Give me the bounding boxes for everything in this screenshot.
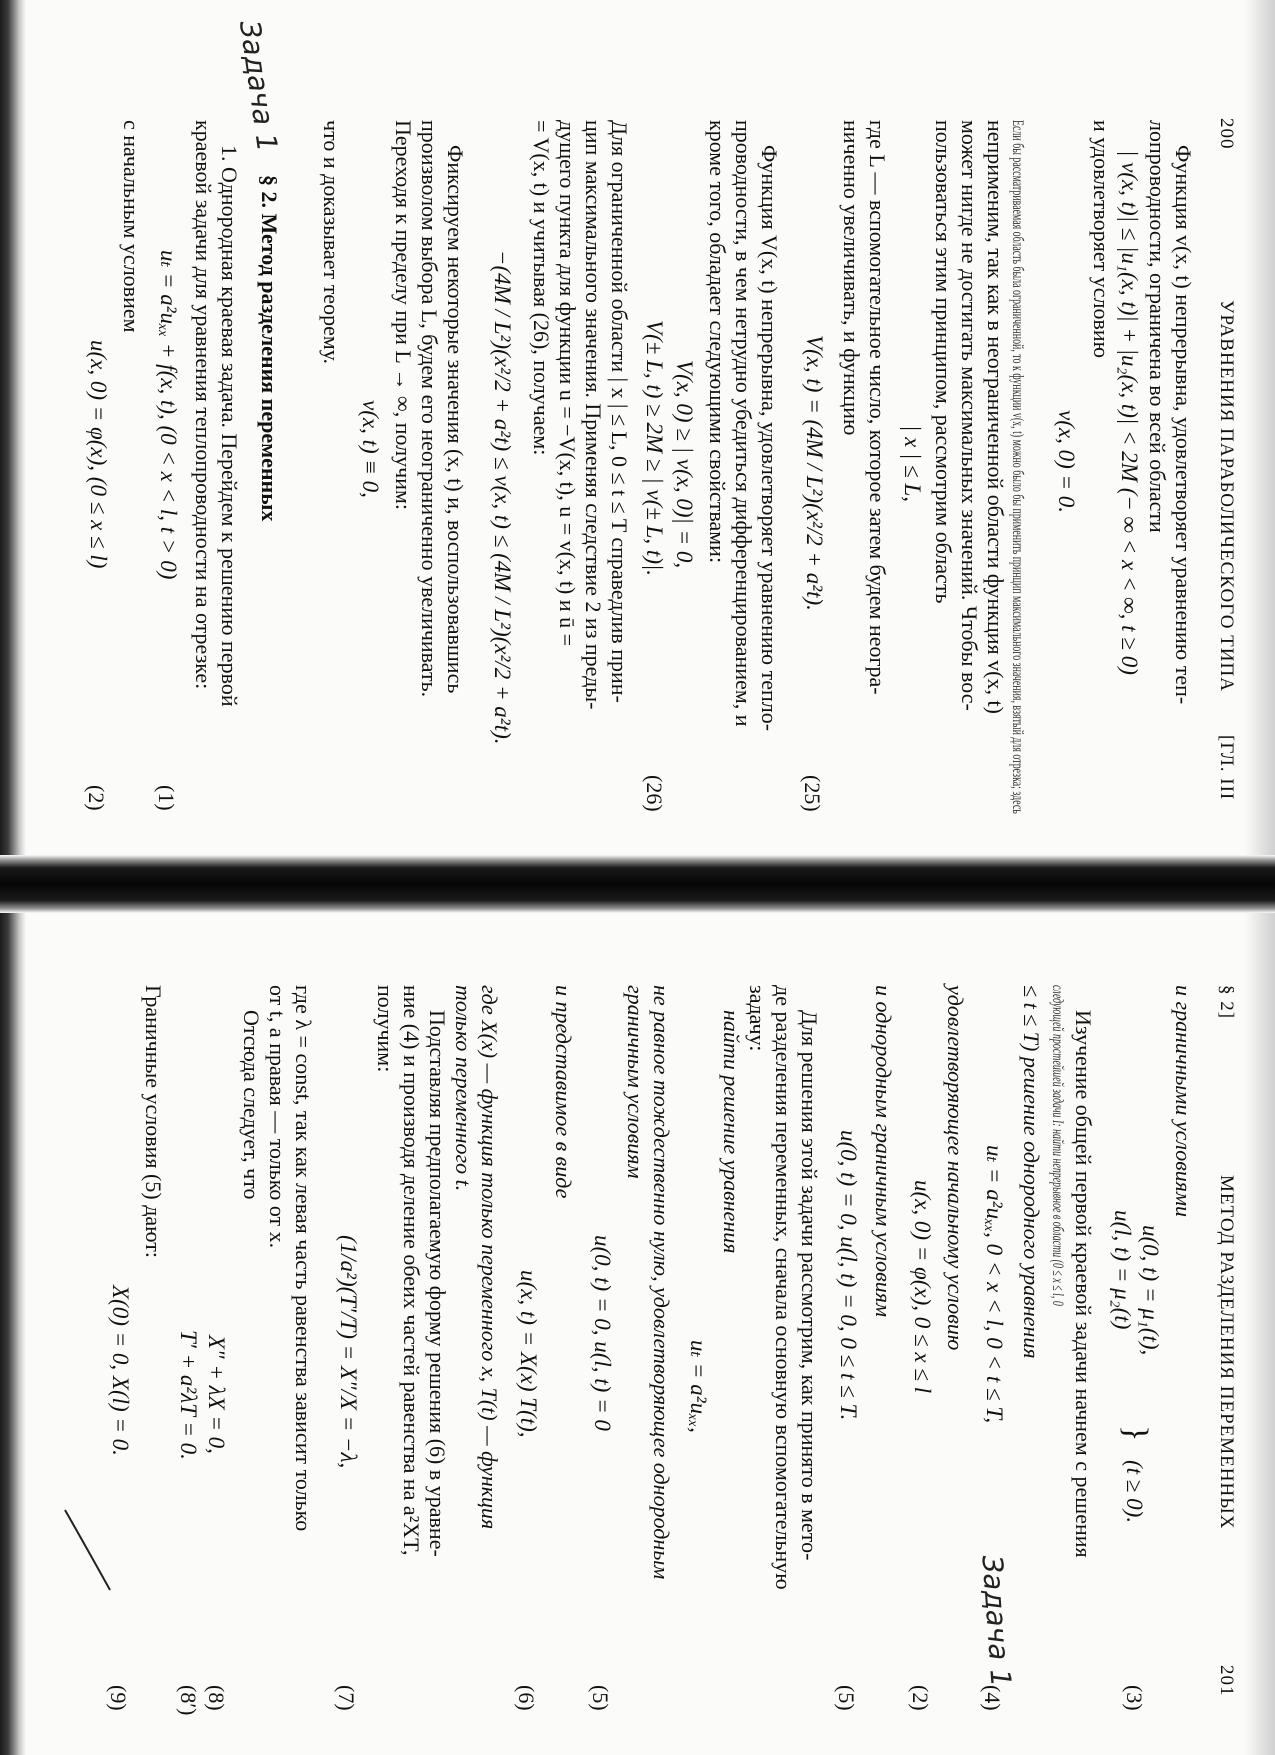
equation: V(x, t) = (4M / L²)(x²/2 + a²t). — [802, 335, 827, 611]
text-line: неприменим, так как в неограниченной области функция v(x, t) — [983, 120, 1008, 714]
text-line: удовлетворяющее начальному условию — [943, 985, 968, 1351]
text-line: и удовлетворяет условию — [1089, 120, 1114, 359]
section-label: § 2] — [1216, 985, 1237, 1020]
text-line: ниченно увеличивать, и функцию — [839, 120, 864, 436]
equation: u(x, 0) = φ(x), (0 ≤ x ≤ l) — [86, 340, 111, 569]
pen-stroke-mark — [55, 1505, 115, 1595]
equation: | x | ≤ L, — [900, 425, 925, 503]
text-line: может нигде не достигать максимальных значений. Чтобы вос- — [957, 120, 982, 711]
text-line: и однородным граничным условиям — [871, 985, 896, 1317]
text-line: найти решение уравнения — [719, 1010, 744, 1254]
eq-number: (8) — [204, 1685, 229, 1711]
page-200 — [0, 0, 1275, 860]
text-line: что и доказывает теорему. — [319, 120, 344, 365]
text-line-faint: Если бы рассматриваемая область была ограниченной, то к функции v(x, t) можно было бы применить принцип максимального значения, взятый для отрезка; здесь — [1009, 120, 1026, 814]
text-line: с начальным условием — [119, 120, 144, 333]
text-line: произволом выбора L, будем его неограниченно увеличивать. — [417, 120, 442, 698]
text-line: ние (4) и производя деление обеих частей равенства на a²XT, — [399, 985, 424, 1556]
equation: uₜ = a²uₓₓ, 0 < x < l, 0 < t ≤ T, — [982, 1145, 1007, 1424]
equation: | v(x, t)| ≤ |u₁(x, t)| + |u₂(x, t)| < 2M (− ∞ < x < ∞, t ≥ 0) — [1117, 150, 1142, 675]
text-line: проводности, в чем нетрудно убедиться дифференцированием, и — [731, 120, 756, 727]
equation: u(0, t) = μ₁(t), — [1138, 1225, 1163, 1356]
text-line: Фиксируем некоторые значения (x, t) и, воспользовавшись — [443, 145, 468, 694]
brace: } — [1117, 1425, 1154, 1442]
text-line: где λ = const, так как левая часть равенства зависит только — [291, 985, 316, 1532]
text-line: Подставляя предполагаемую форму решения (6) в уравне- — [425, 1010, 450, 1557]
eq-number: (5) — [834, 1685, 859, 1711]
text-line: лопроводности, ограничена во всей области — [1145, 120, 1170, 533]
eq-number: (5) — [588, 1685, 613, 1711]
text-line: где L — вспомогательное число, которое затем будем неогра- — [865, 120, 890, 695]
text-line: где X(x) — функция только переменного x, T(t) — функция — [477, 985, 502, 1530]
equation: u(0, t) = 0, u(l, t) = 0, 0 ≤ t ≤ T. — [836, 1130, 861, 1421]
eq-number: (26) — [642, 775, 667, 812]
eq-number: (25) — [800, 775, 825, 812]
text-line: дущего пункта для функции u = −V(x, t), u = v(x, t) и ū = — [555, 120, 580, 647]
text-line: Функция v(x, t) непрерывна, удовлетворяет уравнению теп- — [1171, 145, 1196, 705]
page-201 — [0, 905, 1275, 1755]
equation: V(x, 0) ≥ | v(x, 0)| = 0, — [672, 360, 697, 569]
text-line: краевой задачи для уравнения теплопроводности на отрезке: — [191, 120, 216, 690]
equation: −(4M / L²)(x²/2 + a²t) ≤ v(x, t) ≤ (4M / L²)(x²/2 + a²t). — [490, 250, 515, 745]
text-line: Изучение общей первой краевой задачи начнем с решения — [1071, 1010, 1096, 1558]
eq-number: (9) — [106, 1685, 131, 1711]
text-line: де разделения переменных, сначала основную вспомогательную — [771, 985, 796, 1590]
handwritten-note: Задача 1 — [975, 1554, 1018, 1689]
eq-number: (2) — [84, 785, 109, 811]
eq-number: (7) — [334, 1685, 359, 1711]
equation: (1/a²)(T′/T) = X″/X = −λ, — [336, 1235, 361, 1469]
handwritten-note: Задача 1 — [232, 18, 285, 154]
text-line: Функция V(x, t) непрерывна, удовлетворяет уравнению тепло- — [757, 145, 782, 732]
eq-number: (8′) — [176, 1685, 201, 1716]
eq-number: (2) — [908, 1685, 933, 1711]
running-head: МЕТОД РАЗДЕЛЕНИЯ ПЕРЕМЕННЫХ — [1216, 1175, 1237, 1530]
text-line: кроме того, обладает следующими свойствами: — [705, 120, 730, 564]
equation: uₜ = a²uₓₓ + f(x, t), (0 < x < l, t > 0) — [156, 250, 181, 580]
text-line: Отсюда следует, что — [239, 1010, 264, 1200]
text-line: и граничными условиями — [1171, 985, 1196, 1218]
eq-number: (1) — [154, 785, 179, 811]
text-line: от t, а правая — только от x. — [265, 985, 290, 1249]
text-line-faint: следующей простейшей задачи I: найти непрерывное в области (0 ≤ x ≤ l, 0 — [1049, 985, 1066, 1306]
text-line: Для ограниченной области | x | ≤ L, 0 ≤ t ≤ T справедлив прин- — [607, 120, 632, 703]
eq-number: (3) — [1122, 1685, 1147, 1711]
text-line: граничным условиям — [623, 985, 648, 1179]
equation: u(0, t) = 0, u(l, t) = 0 — [590, 1235, 615, 1431]
text-line: ≤ t ≤ T) решение однородного уравнения — [1019, 985, 1044, 1359]
eq-number: (4) — [980, 1685, 1005, 1711]
text-line: Граничные условия (5) дают: — [141, 985, 166, 1259]
chapter-label: [ГЛ. III — [1216, 735, 1237, 801]
text-line: не равное тождественно нулю, удовлетворяющее однородным — [649, 985, 674, 1580]
equation: u(x, 0) = φ(x), 0 ≤ x ≤ l — [910, 1180, 935, 1394]
running-head: УРАВНЕНИЯ ПАРАБОЛИЧЕСКОГО ТИПА — [1216, 300, 1237, 692]
text-line: и представимое в виде — [551, 985, 576, 1199]
text-line: получим: — [373, 985, 398, 1073]
section-heading: § 2. Метод разделения переменных — [257, 175, 282, 522]
equation: X(0) = 0, X(l) = 0. — [108, 1285, 133, 1456]
equation: T′ + a²λT = 0. — [176, 1330, 201, 1460]
equation: X″ + λX = 0, — [204, 1335, 229, 1454]
equation: u(l, t) = μ₂(t) — [1110, 1210, 1135, 1330]
text-line: только переменного t. — [451, 985, 476, 1192]
text-line: пользоваться этим принципом, рассмотрим область — [931, 120, 956, 604]
equation: uₜ = a²uₓₓ, — [686, 1340, 711, 1433]
equation: v(x, t) ≡ 0, — [358, 400, 383, 498]
page-number: 201 — [1216, 1665, 1237, 1697]
equation: u(x, t) = X(x) T(t), — [516, 1270, 541, 1438]
text-line: 1. Однородная краевая задача. Перейдем к решению первой — [217, 145, 242, 707]
text-line: цип максимального значения. Применяя следствие 2 из преды- — [581, 120, 606, 710]
page-number: 200 — [1216, 118, 1237, 150]
text-line: Для решения этой задачи рассмотрим, как принято в мето- — [797, 1010, 822, 1561]
equation: v(x, 0) = 0. — [1054, 410, 1079, 514]
text-line: задачу: — [745, 985, 770, 1052]
text-line: = V(x, t) и учитывая (26), получаем: — [529, 120, 554, 456]
eq-number: (6) — [514, 1685, 539, 1711]
equation: V(± L, t) ≥ 2M ≥ | v(± L, t)|. — [642, 320, 667, 577]
equation: (t ≥ 0). — [1122, 1460, 1147, 1524]
text-line: Переходя к пределу при L → ∞, получим: — [391, 120, 416, 511]
